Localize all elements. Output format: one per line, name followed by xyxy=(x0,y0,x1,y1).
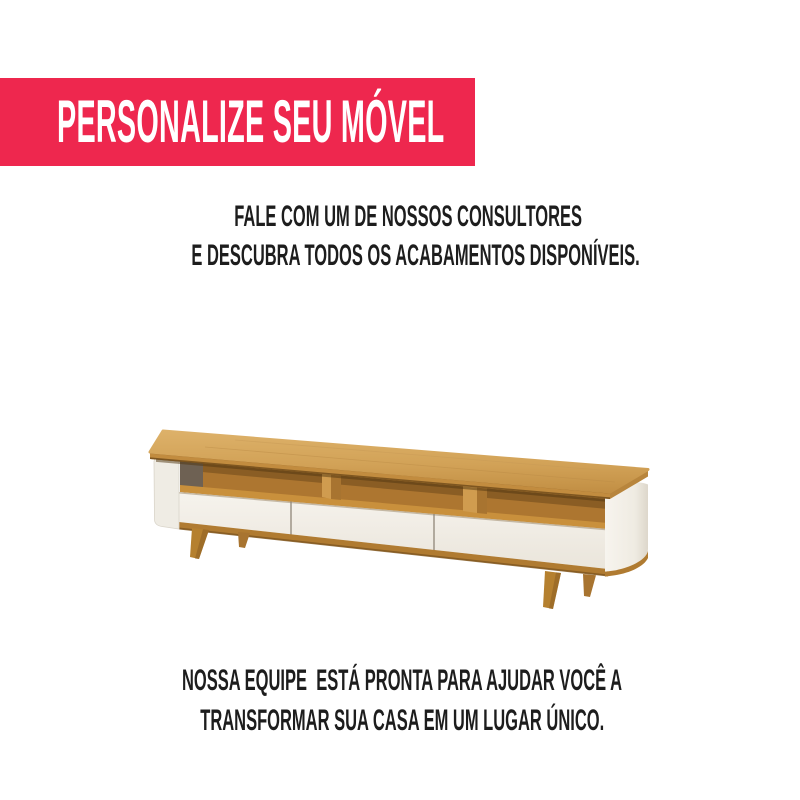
headline-text: PERSONALIZE SEU MÓVEL xyxy=(57,88,445,155)
product-image-tv-stand xyxy=(140,420,680,620)
left-side-panel xyxy=(154,458,179,529)
outro-line-2: TRANSFORMAR SUA CASA EM UM LUGAR ÚNICO. xyxy=(200,704,604,737)
leg-rear-right xyxy=(583,574,596,597)
leg-rear-left xyxy=(238,532,250,548)
outro-copy xyxy=(2,661,800,741)
intro-line-1: FALE COM UM DE NOSSOS CONSULTORES xyxy=(234,200,582,233)
intro-copy xyxy=(8,197,800,275)
outro-line-1: NOSSA EQUIPE ESTÁ PRONTA PARA AJUDAR VOCÊ A xyxy=(182,664,623,697)
headline-banner xyxy=(0,78,475,166)
intro-line-2: E DESCUBRA TODOS OS ACABAMENTOS DISPONÍVEIS. xyxy=(191,239,640,272)
